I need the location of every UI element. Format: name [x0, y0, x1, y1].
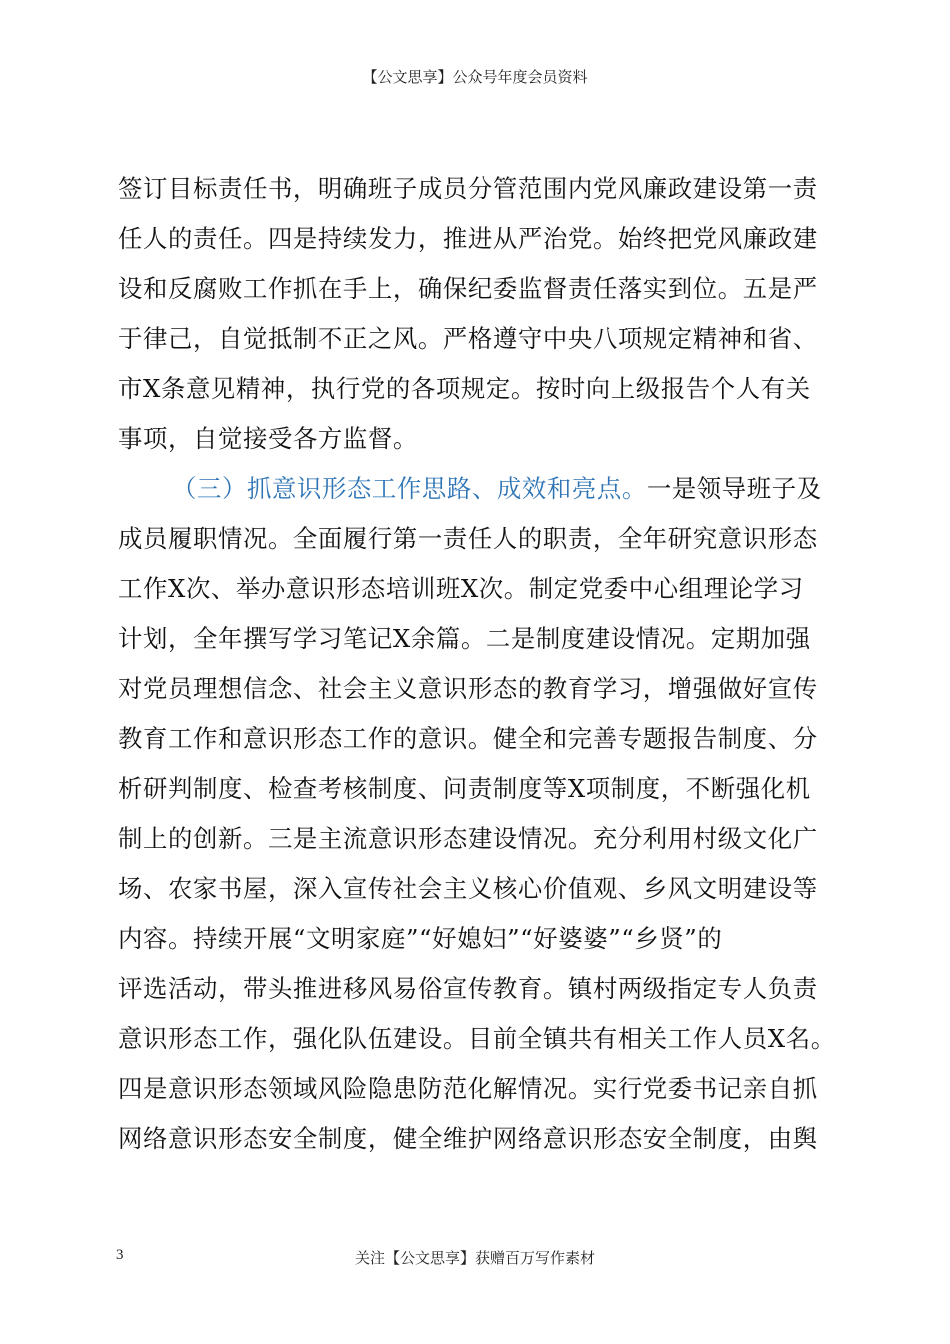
section-line-2: 工作X次、举办意识形态培训班X次。制定党委中心组理论学习 — [118, 574, 804, 603]
section-first-line — [118, 464, 838, 514]
section-line-3: 计划，全年撰写学习笔记X余篇。二是制度建设情况。定期加强 — [118, 624, 811, 653]
document-body — [118, 164, 838, 1164]
section-line-4: 对党员理想信念、社会主义意识形态的教育学习，增强做好宣传 — [118, 674, 818, 703]
section-line-5: 教育工作和意识形态工作的意识。健全和完善专题报告制度、分 — [118, 724, 818, 753]
section-heading: （三）抓意识形态工作思路、成效和亮点。 — [172, 474, 647, 503]
body-line-5: 市X条意见精神，执行党的各项规定。按时向上级报告个人有关 — [118, 374, 811, 403]
page-header: 【公文思享】公众号年度会员资料 — [362, 68, 588, 86]
section-line-1: 成员履职情况。全面履行第一责任人的职责，全年研究意识形态 — [118, 524, 818, 553]
section-first-line-rest: 一是领导班子及 — [646, 474, 822, 503]
section-line-12: 四是意识形态领域风险隐患防范化解情况。实行党委书记亲自抓 — [118, 1074, 818, 1103]
section-line-6: 析研判制度、检查考核制度、问责制度等X项制度，不断强化机 — [118, 774, 811, 803]
section-line-13: 网络意识形态安全制度，健全维护网络意识形态安全制度，由舆 — [118, 1124, 818, 1153]
body-line-6: 事项，自觉接受各方监督。 — [118, 424, 418, 453]
page-number: 3 — [116, 1247, 124, 1263]
body-line-3: 设和反腐败工作抓在手上，确保纪委监督责任落实到位。五是严 — [118, 274, 818, 303]
section-line-7: 制上的创新。三是主流意识形态建设情况。充分利用村级文化广 — [118, 824, 818, 853]
section-line-8: 场、农家书屋，深入宣传社会主义核心价值观、乡风文明建设等 — [118, 874, 818, 903]
body-line-4: 于律己，自觉抵制不正之风。严格遵守中央八项规定精神和省、 — [118, 324, 818, 353]
section-line-11: 意识形态工作，强化队伍建设。目前全镇共有相关工作人员X名。 — [118, 1024, 836, 1053]
body-line-1: 签订目标责任书，明确班子成员分管范围内党风廉政建设第一责 — [118, 174, 818, 203]
page-footer: 关注【公文思享】获赠百万写作素材 — [354, 1249, 595, 1267]
section-line-9: 内容。持续开展“文明家庭”“好媳妇”“好婆婆”“乡贤”的 — [118, 924, 723, 953]
body-line-2: 任人的责任。四是持续发力，推进从严治党。始终把党风廉政建 — [118, 224, 818, 253]
section-line-10: 评选活动，带头推进移风易俗宣传教育。镇村两级指定专人负责 — [118, 974, 818, 1003]
